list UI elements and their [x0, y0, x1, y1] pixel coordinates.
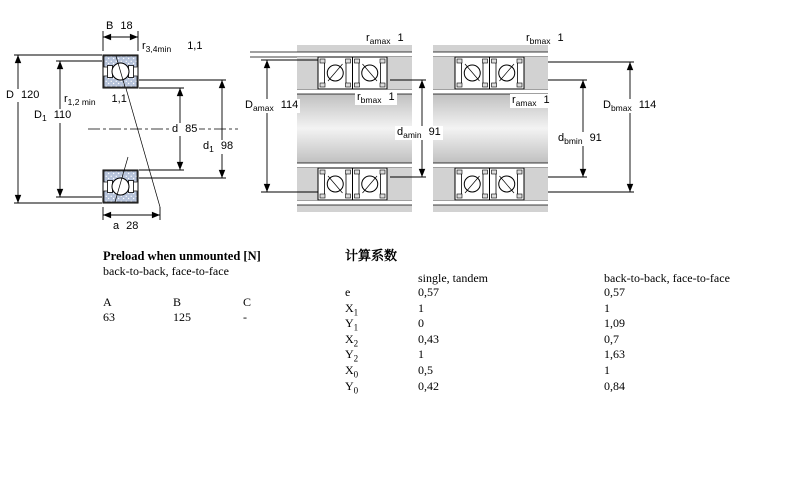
- dim-subscript: 1,2 min: [67, 97, 96, 108]
- preload-header-row: [103, 295, 313, 309]
- dim-value: 1,1: [187, 40, 203, 52]
- dim-subscript: amax: [515, 98, 537, 109]
- dim-symbol: r: [357, 91, 361, 103]
- preload-header-B: B: [173, 295, 182, 309]
- bearing-row-top: [433, 57, 548, 89]
- dim-symbol: r: [526, 32, 530, 44]
- factor-symbol: $Y_1$: [345, 316, 359, 333]
- bearing-section-bottom: [103, 157, 138, 203]
- dim-label-ramax-middle: [366, 32, 404, 46]
- preload-value-B: 125: [173, 310, 191, 324]
- dim-symbol: D: [6, 89, 14, 101]
- dim-label-B: [106, 20, 133, 33]
- calculation-factors-table: [345, 250, 730, 394]
- dim-label-rbmax-right: [526, 32, 564, 46]
- dim-value: 110: [53, 109, 72, 121]
- factor-symbol: e: [345, 285, 351, 299]
- factors-row-Y1: [345, 316, 730, 332]
- factor-paired-value: 1,09: [604, 316, 625, 331]
- factor-paired-value: 1: [604, 300, 610, 315]
- housing-bottom: [433, 205, 548, 212]
- dim-value: 114: [638, 99, 657, 111]
- dim-label-Damax: [243, 99, 300, 113]
- factors-header-single-tandem: single, tandem: [418, 271, 488, 285]
- factors-header-back-to-back: back-to-back, face-to-face: [604, 271, 730, 285]
- preload-header-A: A: [103, 295, 112, 309]
- dim-value: 91: [589, 132, 602, 144]
- dim-label-r12: [64, 93, 127, 107]
- preload-header-C: C: [243, 295, 252, 309]
- bearing-row-top: [297, 57, 412, 89]
- preload-table: [103, 249, 313, 324]
- dim-symbol: r: [366, 32, 370, 44]
- dim-label-damin: [395, 126, 443, 140]
- factor-single-value: 1: [418, 347, 424, 362]
- dim-symbol: r: [142, 40, 146, 52]
- dim-symbol: d: [203, 140, 210, 152]
- single-bearing-section: [14, 31, 238, 220]
- preload-title: Preload when unmounted [N]: [103, 249, 261, 263]
- dim-value: 1: [388, 91, 395, 103]
- dim-subscript: bmax: [360, 95, 382, 106]
- dim-value: 1: [543, 94, 550, 106]
- factors-row-Y2: [345, 347, 730, 363]
- dim-label-r34: [142, 40, 202, 54]
- dim-value: 91: [428, 126, 441, 138]
- dim-symbol: B: [106, 20, 114, 32]
- dim-value: 1: [397, 32, 404, 44]
- dim-subscript: bmax: [610, 103, 632, 114]
- dim-value: 98: [220, 140, 234, 152]
- dim-label-D: [4, 89, 41, 102]
- dim-symbol: D: [245, 99, 253, 111]
- bearing-row-bottom: [433, 168, 548, 200]
- factor-single-value: 0: [418, 316, 424, 331]
- bearing-section-top: [103, 55, 138, 88]
- dim-value: 120: [20, 89, 40, 101]
- housing-top: [297, 45, 412, 52]
- dim-symbol: d: [558, 132, 565, 144]
- factor-paired-value: 0,57: [604, 285, 625, 299]
- dim-symbol: d: [397, 126, 404, 138]
- dim-subscript: amax: [252, 103, 274, 114]
- dim-subscript: bmin: [564, 136, 583, 147]
- factor-paired-value: 1: [604, 362, 610, 377]
- housing-bottom: [297, 205, 412, 212]
- dim-subscript: 1: [41, 113, 47, 124]
- factor-single-value: 0,43: [418, 331, 439, 346]
- factors-row-e: [345, 285, 730, 301]
- preload-value-row: [103, 310, 313, 324]
- dim-value: 1: [557, 32, 564, 44]
- dim-dbmin: [548, 80, 587, 177]
- dim-symbol: D: [603, 99, 611, 111]
- factor-paired-value: 0,84: [604, 378, 625, 393]
- factor-symbol: $Y_0$: [345, 378, 359, 395]
- factors-header-spacer: [345, 271, 418, 285]
- dim-subscript: amax: [369, 36, 391, 47]
- dim-value: 28: [126, 220, 139, 232]
- dim-subscript: bmax: [529, 36, 551, 47]
- dim-label-rbmax-middle: [355, 91, 397, 105]
- dim-value: 18: [120, 20, 133, 32]
- dim-label-d: [170, 123, 199, 136]
- factor-symbol: $X_1$: [345, 300, 359, 317]
- dim-label-dbmin: [556, 132, 604, 146]
- factors-header-row: [345, 271, 730, 285]
- factor-paired-value: 1,63: [604, 347, 625, 362]
- dim-label-d1: [201, 140, 235, 154]
- dim-Dbmax: [548, 62, 634, 192]
- mounted-pair-face-to-face: [433, 45, 634, 212]
- dim-a: [103, 207, 160, 220]
- preload-value-C: -: [243, 310, 247, 324]
- bearing-row-bottom: [297, 168, 412, 200]
- factor-symbol: $X_0$: [345, 362, 359, 380]
- dim-value: 1,1: [111, 93, 127, 105]
- factors-row-X2: [345, 332, 730, 348]
- dim-symbol: a: [113, 220, 120, 232]
- dim-symbol: d: [172, 123, 179, 135]
- dim-subscript: 1: [209, 144, 214, 155]
- factor-paired-value: 0,7: [604, 331, 619, 346]
- factor-single-value: 0,57: [418, 285, 439, 299]
- dim-B: [103, 31, 138, 51]
- preload-value-A: 63: [103, 310, 115, 324]
- factor-symbol: $X_2$: [345, 331, 359, 349]
- dim-subscript: amin: [403, 130, 422, 141]
- dim-value: 85: [185, 123, 198, 135]
- dim-subscript: 3,4min: [145, 44, 172, 55]
- dim-symbol: D: [34, 109, 42, 121]
- factor-single-value: 1: [418, 300, 424, 315]
- dim-symbol: r: [64, 93, 68, 105]
- dim-symbol: r: [512, 94, 516, 106]
- factors-row-Y0: [345, 379, 730, 395]
- dim-label-D1: [32, 109, 73, 123]
- preload-subtitle: back-to-back, face-to-face: [103, 264, 229, 278]
- factors-row-X0: [345, 363, 730, 379]
- dim-label-a: [113, 220, 138, 233]
- factor-single-value: 0,42: [418, 378, 439, 393]
- factor-symbol: $Y_2$: [345, 347, 359, 364]
- factor-single-value: 0,5: [418, 362, 433, 377]
- factors-title: 计算系数: [345, 249, 398, 264]
- dim-label-ramax-right: [510, 94, 552, 108]
- factors-row-X1: [345, 301, 730, 317]
- dim-label-Dbmax: [601, 99, 658, 113]
- dim-value: 114: [280, 99, 299, 111]
